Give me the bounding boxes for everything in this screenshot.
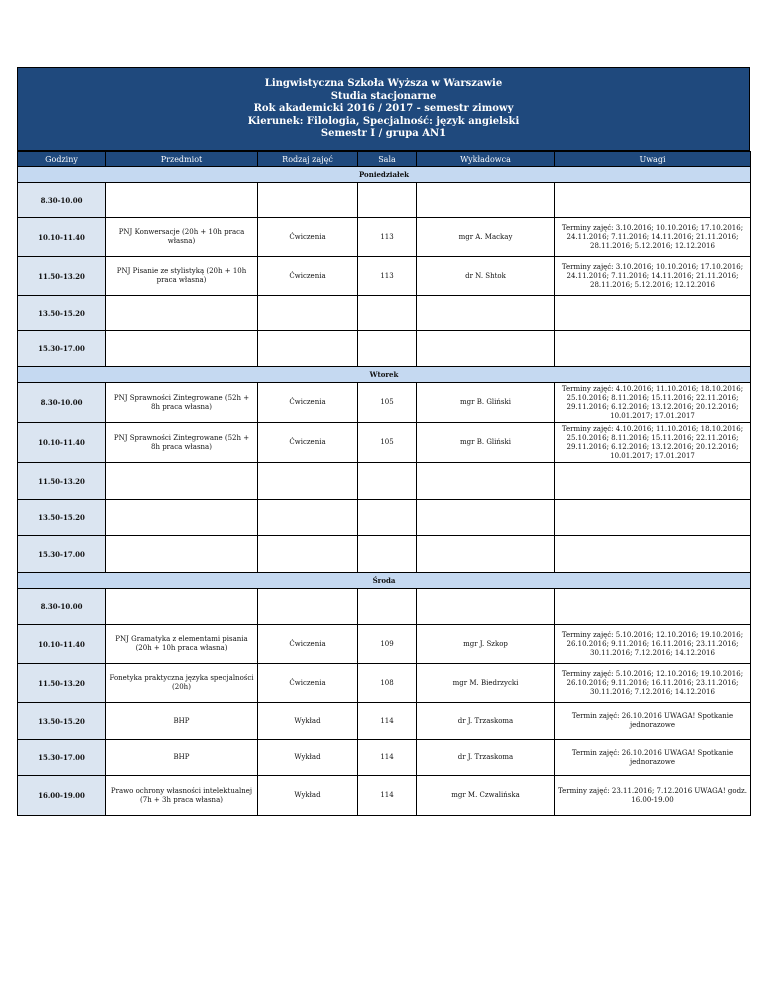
room-cell bbox=[358, 589, 417, 625]
subject-cell bbox=[106, 296, 258, 331]
class-type-cell bbox=[258, 500, 358, 536]
subject-cell: BHP bbox=[106, 740, 258, 776]
lecturer-cell: dr N. Shtok bbox=[417, 257, 555, 296]
class-type-cell bbox=[258, 589, 358, 625]
class-type-cell bbox=[258, 463, 358, 500]
time-cell: 10.10-11.40 bbox=[18, 625, 106, 664]
lecturer-cell bbox=[417, 331, 555, 367]
lecturer-cell bbox=[417, 296, 555, 331]
day-row bbox=[18, 167, 751, 183]
room-cell bbox=[358, 296, 417, 331]
lecturer-cell bbox=[417, 183, 555, 218]
subject-cell bbox=[106, 463, 258, 500]
day-label: Wtorek bbox=[18, 367, 751, 383]
room-cell: 105 bbox=[358, 423, 417, 463]
lecturer-cell bbox=[417, 536, 555, 573]
room-cell bbox=[358, 183, 417, 218]
class-type-cell: Ćwiczenia bbox=[258, 625, 358, 664]
table-row bbox=[18, 383, 751, 423]
table-row bbox=[18, 536, 751, 573]
table-row bbox=[18, 463, 751, 500]
schedule-header bbox=[17, 67, 750, 151]
class-type-cell: Wykład bbox=[258, 703, 358, 740]
header-line-major: Kierunek: Filologia, Specjalność: język angielski bbox=[247, 115, 520, 127]
subject-cell: PNJ Konwersacje (20h + 10h praca własna) bbox=[106, 218, 258, 257]
lecturer-cell: mgr A. Mackay bbox=[417, 218, 555, 257]
room-cell bbox=[358, 500, 417, 536]
notes-cell: Termin zajęć: 26.10.2016 UWAGA! Spotkanie jednorazowe bbox=[555, 740, 751, 776]
lecturer-cell: mgr M. Biedrzycki bbox=[417, 664, 555, 703]
table-row bbox=[18, 703, 751, 740]
lecturer-cell: mgr B. Gliński bbox=[417, 383, 555, 423]
notes-cell: Terminy zajęć: 3.10.2016; 10.10.2016; 17.10.2016; 24.11.2016; 7.11.2016; 14.11.2016; 21.11.2016; 28.11.2016; 5.12.2016; 12.12.2016 bbox=[555, 218, 751, 257]
room-cell: 114 bbox=[358, 740, 417, 776]
room-cell: 114 bbox=[358, 776, 417, 816]
header-line-group: Semestr I / grupa AN1 bbox=[320, 128, 447, 139]
day-label: Środa bbox=[18, 573, 751, 589]
table-row bbox=[18, 589, 751, 625]
notes-cell bbox=[555, 536, 751, 573]
time-cell: 16.00-19.00 bbox=[18, 776, 106, 816]
subject-cell bbox=[106, 331, 258, 367]
class-type-cell bbox=[258, 296, 358, 331]
subject-cell: Prawo ochrony własności intelektualnej (7h + 3h praca własna) bbox=[106, 776, 258, 816]
subject-cell bbox=[106, 183, 258, 218]
time-cell: 10.10-11.40 bbox=[18, 423, 106, 463]
lecturer-cell: mgr B. Gliński bbox=[417, 423, 555, 463]
room-cell: 113 bbox=[358, 218, 417, 257]
class-type-cell: Ćwiczenia bbox=[258, 218, 358, 257]
header-line-academic-year: Rok akademicki 2016 / 2017 - semestr zimowy bbox=[253, 103, 514, 114]
table-row bbox=[18, 331, 751, 367]
column-header-lecturer: Wykładowca bbox=[417, 152, 555, 167]
subject-cell: Fonetyka praktyczna języka specjalności (20h) bbox=[106, 664, 258, 703]
time-cell: 8.30-10.00 bbox=[18, 183, 106, 218]
notes-cell: Terminy zajęć: 3.10.2016; 10.10.2016; 17.10.2016; 24.11.2016; 7.11.2016; 14.11.2016; 21.11.2016; 28.11.2016; 5.12.2016; 12.12.2016 bbox=[555, 257, 751, 296]
notes-cell: Terminy zajęć: 4.10.2016; 11.10.2016; 18.10.2016; 25.10.2016; 8.11.2016; 15.11.2016; 22.11.2016; 29.11.2016; 6.12.2016; 13.12.2016; 20.12.2016; 10.01.2017; 17.01.2017 bbox=[555, 423, 751, 463]
header-line-school: Lingwistyczna Szkoła Wyższa w Warszawie bbox=[264, 78, 503, 89]
room-cell: 108 bbox=[358, 664, 417, 703]
column-header-row bbox=[18, 152, 751, 167]
subject-cell bbox=[106, 536, 258, 573]
class-type-cell: Wykład bbox=[258, 776, 358, 816]
notes-cell bbox=[555, 500, 751, 536]
time-cell: 13.50-15.20 bbox=[18, 500, 106, 536]
table-row bbox=[18, 218, 751, 257]
class-type-cell: Ćwiczenia bbox=[258, 664, 358, 703]
table-row bbox=[18, 423, 751, 463]
subject-cell bbox=[106, 589, 258, 625]
schedule-body bbox=[18, 167, 751, 816]
column-header-notes: Uwagi bbox=[555, 152, 751, 167]
time-cell: 11.50-13.20 bbox=[18, 257, 106, 296]
subject-cell: PNJ Sprawności Zintegrowane (52h + 8h praca własna) bbox=[106, 383, 258, 423]
column-header-hours: Godziny bbox=[18, 152, 106, 167]
schedule-sheet bbox=[17, 67, 750, 816]
class-type-cell bbox=[258, 331, 358, 367]
table-row bbox=[18, 296, 751, 331]
notes-cell: Terminy zajęć: 5.10.2016; 12.10.2016; 19.10.2016; 26.10.2016; 9.11.2016; 16.11.2016; 23.11.2016; 30.11.2016; 7.12.2016; 14.12.2016 bbox=[555, 664, 751, 703]
time-cell: 11.50-13.20 bbox=[18, 664, 106, 703]
day-label: Poniedziałek bbox=[18, 167, 751, 183]
class-type-cell bbox=[258, 536, 358, 573]
table-row bbox=[18, 625, 751, 664]
table-row bbox=[18, 257, 751, 296]
notes-cell: Terminy zajęć: 5.10.2016; 12.10.2016; 19.10.2016; 26.10.2016; 9.11.2016; 16.11.2016; 23.11.2016; 30.11.2016; 7.12.2016; 14.12.2016 bbox=[555, 625, 751, 664]
lecturer-cell: dr J. Trzaskoma bbox=[417, 703, 555, 740]
table-row bbox=[18, 500, 751, 536]
table-row bbox=[18, 183, 751, 218]
header-line-study-mode: Studia stacjonarne bbox=[330, 90, 437, 102]
time-cell: 11.50-13.20 bbox=[18, 463, 106, 500]
column-header-class-type: Rodzaj zajęć bbox=[258, 152, 358, 167]
lecturer-cell bbox=[417, 463, 555, 500]
schedule-table bbox=[17, 151, 751, 816]
room-cell: 114 bbox=[358, 703, 417, 740]
time-cell: 13.50-15.20 bbox=[18, 296, 106, 331]
room-cell bbox=[358, 463, 417, 500]
time-cell: 10.10-11.40 bbox=[18, 218, 106, 257]
notes-cell: Terminy zajęć: 23.11.2016; 7.12.2016 UWAGA! godz. 16.00-19.00 bbox=[555, 776, 751, 816]
lecturer-cell: mgr M. Czwalińska bbox=[417, 776, 555, 816]
notes-cell bbox=[555, 463, 751, 500]
room-cell bbox=[358, 331, 417, 367]
lecturer-cell: mgr J. Szkop bbox=[417, 625, 555, 664]
column-header-subject: Przedmiot bbox=[106, 152, 258, 167]
room-cell bbox=[358, 536, 417, 573]
room-cell: 105 bbox=[358, 383, 417, 423]
notes-cell: Termin zajęć: 26.10.2016 UWAGA! Spotkanie jednorazowe bbox=[555, 703, 751, 740]
subject-cell: BHP bbox=[106, 703, 258, 740]
room-cell: 109 bbox=[358, 625, 417, 664]
lecturer-cell bbox=[417, 500, 555, 536]
time-cell: 13.50-15.20 bbox=[18, 703, 106, 740]
class-type-cell: Ćwiczenia bbox=[258, 257, 358, 296]
time-cell: 8.30-10.00 bbox=[18, 383, 106, 423]
lecturer-cell: dr J. Trzaskoma bbox=[417, 740, 555, 776]
class-type-cell bbox=[258, 183, 358, 218]
notes-cell bbox=[555, 296, 751, 331]
time-cell: 15.30-17.00 bbox=[18, 331, 106, 367]
subject-cell: PNJ Pisanie ze stylistyką (20h + 10h praca własna) bbox=[106, 257, 258, 296]
table-row bbox=[18, 776, 751, 816]
subject-cell: PNJ Sprawności Zintegrowane (52h + 8h praca własna) bbox=[106, 423, 258, 463]
subject-cell bbox=[106, 500, 258, 536]
day-row bbox=[18, 367, 751, 383]
time-cell: 8.30-10.00 bbox=[18, 589, 106, 625]
subject-cell: PNJ Gramatyka z elementami pisania (20h + 10h praca własna) bbox=[106, 625, 258, 664]
notes-cell bbox=[555, 589, 751, 625]
notes-cell bbox=[555, 331, 751, 367]
day-row bbox=[18, 573, 751, 589]
column-header-room: Sala bbox=[358, 152, 417, 167]
time-cell: 15.30-17.00 bbox=[18, 740, 106, 776]
class-type-cell: Wykład bbox=[258, 740, 358, 776]
notes-cell bbox=[555, 183, 751, 218]
class-type-cell: Ćwiczenia bbox=[258, 423, 358, 463]
room-cell: 113 bbox=[358, 257, 417, 296]
notes-cell: Terminy zajęć: 4.10.2016; 11.10.2016; 18.10.2016; 25.10.2016; 8.11.2016; 15.11.2016; 22.11.2016; 29.11.2016; 6.12.2016; 13.12.2016; 20.12.2016; 10.01.2017; 17.01.2017 bbox=[555, 383, 751, 423]
class-type-cell: Ćwiczenia bbox=[258, 383, 358, 423]
time-cell: 15.30-17.00 bbox=[18, 536, 106, 573]
lecturer-cell bbox=[417, 589, 555, 625]
table-row bbox=[18, 664, 751, 703]
table-row bbox=[18, 740, 751, 776]
